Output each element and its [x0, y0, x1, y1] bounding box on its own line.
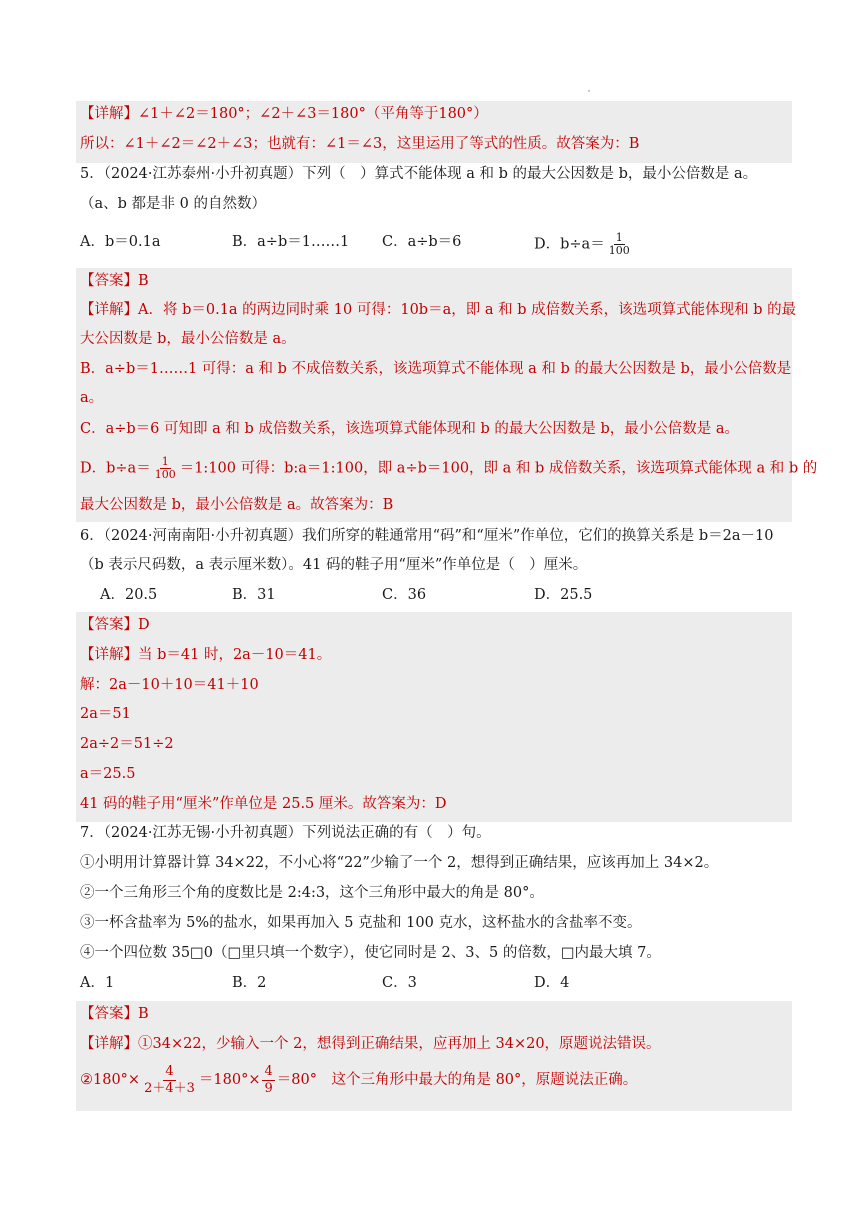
q6-detail-line6: 41 码的鞋子用“厘米”作单位是 25.5 厘米。故答案为：D	[80, 796, 447, 812]
q6-detail-line4: 2a÷2＝51÷2	[80, 736, 174, 752]
q7-statement-3: ③一杯含盐率为 5%的盐水，如果再加入 5 克盐和 100 克水，这杯盐水的含盐率不变。	[80, 915, 642, 931]
q6-detail-line1: 【详解】当 b＝41 时，2a－10＝41。	[80, 647, 332, 663]
q5-detail-line6-num: 1	[161, 455, 169, 468]
q5-detail-line1: 【详解】A．将 b＝0.1a 的两边同时乘 10 可得：10b＝a，即 a 和 b 成倍数关系，该选项算式能体现和 b 的最	[80, 302, 797, 318]
q5-option-d-num: 1	[615, 231, 623, 244]
q6-option-a: A．20.5	[100, 587, 158, 603]
q5-option-d-fraction	[607, 232, 632, 257]
q7-statement-2: ②一个三角形三个角的度数比是 2:4:3，这个三角形中最大的角是 80°。	[80, 885, 544, 901]
q7-statement-1: ①小明用计算器计算 34×22，不小心将“22”少输了一个 2，想得到正确结果，应该再加上 34×2。	[80, 855, 719, 871]
q7-detail-fraction-2-num: 4	[264, 1063, 273, 1079]
q7-option-d: D．4	[534, 975, 570, 991]
q5-detail-line6-post: ＝1:100 可得：b:a＝1:100，即 a÷b＝100，即 a 和 b 成倍数关系，该选项算式能体现 a 和 b 的	[179, 460, 818, 477]
q4-detail-line2: 所以：∠1＋∠2＝∠2＋∠3；也就有：∠1＝∠3，这里运用了等式的性质。故答案为：B	[80, 136, 640, 152]
q5-detail-line4: a。	[80, 390, 104, 406]
q5-stem-line2: （a、b 都是非 0 的自然数）	[80, 196, 266, 212]
q6-stem-line1: 6．（2024·河南南阳·小升初真题）我们所穿的鞋通常用“码”和“厘米”作单位，它们的换算关系是 b＝2a－10	[80, 528, 774, 544]
q7-detail-fraction-1	[142, 1064, 197, 1097]
q5-option-d-label: D．b÷a＝	[534, 236, 605, 253]
q7-option-c: C．3	[382, 975, 417, 991]
q5-option-d-den: 100	[608, 244, 630, 257]
q6-detail-line2: 解：2a－10＋10＝41＋10	[80, 677, 259, 693]
q5-option-d	[534, 232, 634, 257]
q7-detail-fraction-1-den: 2＋4＋3	[144, 1080, 195, 1096]
q7-stem: 7．（2024·江苏无锡·小升初真题）下列说法正确的有（ ）句。	[80, 825, 491, 841]
q6-detail-line3: 2a＝51	[80, 706, 131, 722]
q7-detail-line2	[80, 1060, 637, 1100]
q6-option-b: B．31	[232, 587, 276, 603]
q6-answer-box	[76, 612, 792, 822]
q5-option-b: B．a÷b＝1……1	[232, 234, 350, 250]
q5-detail-line7: 最大公因数是 b，最小公倍数是 a。故答案为：B	[80, 497, 394, 513]
q7-option-a: A．1	[80, 975, 115, 991]
q5-detail-line5: C．a÷b＝6 可知即 a 和 b 成倍数关系，该选项算式能体现和 b 的最大公因数是 b，最小公倍数是 a。	[80, 421, 740, 437]
q6-option-c: C．36	[382, 587, 427, 603]
q5-detail-line3: B．a÷b＝1……1 可得：a 和 b 不成倍数关系，该选项算式不能体现 a 和 b 的最大公因数是 b，最小公倍数是	[80, 361, 792, 377]
q6-answer: 【答案】D	[80, 617, 150, 633]
q7-detail-line2-mid: ＝180°×	[198, 1072, 261, 1088]
q5-detail-line6-pre: D．b÷a＝	[80, 460, 151, 477]
q5-detail-line2: 大公因数是 b，最小公倍数是 a。	[80, 331, 296, 347]
q4-detail-line1: 【详解】∠1＋∠2＝180°；∠2＋∠3＝180°（平角等于180°）	[80, 106, 488, 122]
q5-stem-line1: 5．（2024·江苏泰州·小升初真题）下列（ ）算式不能体现 a 和 b 的最大公因数是 b，最小公倍数是 a。	[80, 166, 758, 182]
q5-answer: 【答案】B	[80, 273, 149, 289]
q5-detail-line6-fraction	[153, 456, 178, 481]
q5-detail-line6	[80, 456, 817, 481]
q7-answer: 【答案】B	[80, 1006, 149, 1022]
q6-stem-line2: （b 表示尺码数，a 表示厘米数）。41 码的鞋子用“厘米”作单位是（ ）厘米。	[80, 557, 588, 573]
q7-detail-fraction-2-den: 9	[264, 1080, 273, 1096]
q5-option-c: C．a÷b＝6	[382, 234, 462, 250]
q7-detail-fraction-1-num: 4	[165, 1063, 174, 1079]
q7-detail-line2-post: ＝80° 这个三角形中最大的角是 80°，原题说法正确。	[276, 1072, 638, 1088]
q7-option-b: B．2	[232, 975, 267, 991]
q6-detail-line5: a＝25.5	[80, 766, 136, 782]
q7-detail-line1: 【详解】①34×22，少输入一个 2，想得到正确结果，应再加上 34×20，原题说法错误。	[80, 1036, 661, 1052]
q5-option-a: A．b＝0.1a	[80, 234, 161, 250]
q7-detail-fraction-2	[262, 1064, 274, 1097]
q7-detail-line2-pre: ②180°×	[80, 1072, 141, 1088]
q7-statement-4: ④一个四位数 35□0（□里只填一个数字），使它同时是 2、3、5 的倍数，□内最大填 7。	[80, 945, 661, 961]
q5-detail-line6-den: 100	[154, 468, 176, 481]
q6-option-d: D．25.5	[534, 587, 593, 603]
page-dot	[588, 90, 590, 92]
